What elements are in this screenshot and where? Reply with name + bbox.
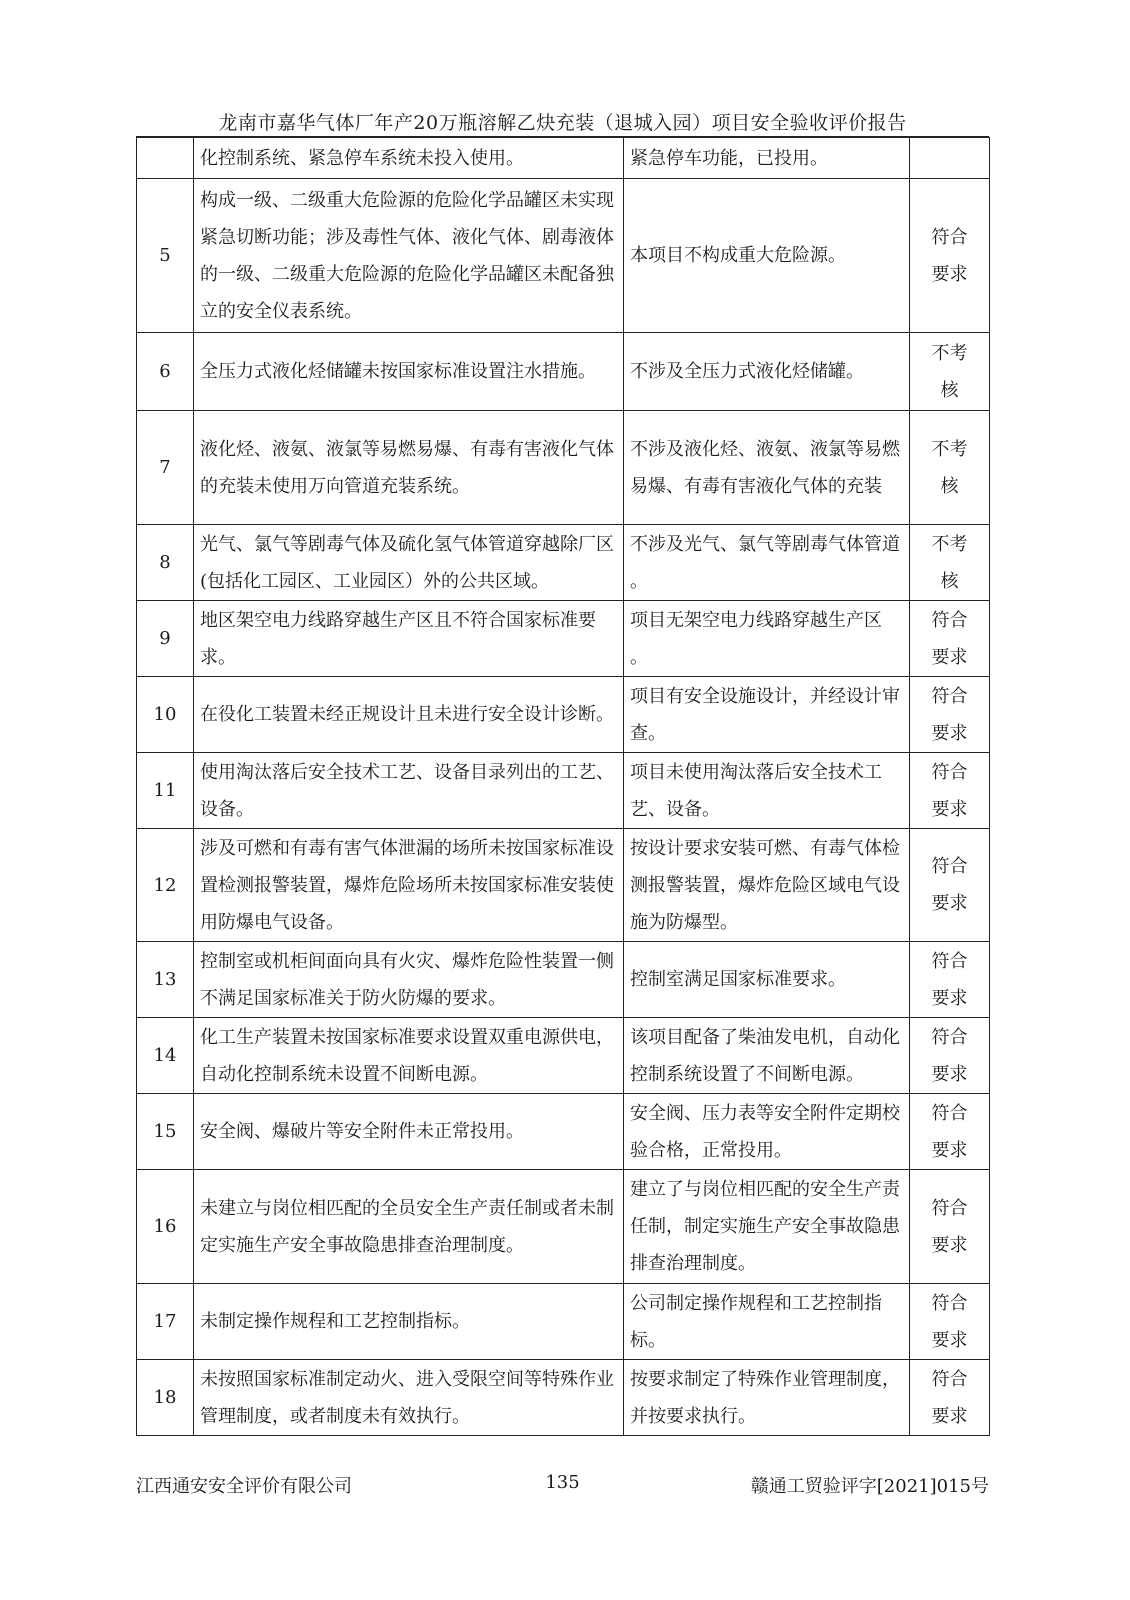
table-row xyxy=(137,179,990,333)
page-footer xyxy=(136,1472,989,1502)
requirement-cell: 光气、氯气等剧毒气体及硫化氢气体管道穿越除厂区(包括化工园区、工业园区）外的公共区域。 xyxy=(194,525,624,601)
item-number: 8 xyxy=(137,525,194,601)
table-row xyxy=(137,333,990,411)
item-number: 12 xyxy=(137,829,194,942)
item-number: 17 xyxy=(137,1284,194,1360)
requirement-cell: 未制定操作规程和工艺控制指标。 xyxy=(194,1284,624,1360)
table-row xyxy=(137,829,990,942)
table-row xyxy=(137,1018,990,1094)
result-cell: 符合 要求 xyxy=(910,829,990,942)
result-cell: 符合 要求 xyxy=(910,677,990,753)
situation-cell: 公司制定操作规程和工艺控制指标。 xyxy=(624,1284,910,1360)
result-cell: 符合 要求 xyxy=(910,1284,990,1360)
requirement-cell: 涉及可燃和有毒有害气体泄漏的场所未按国家标准设置检测报警装置，爆炸危险场所未按国家标准安装使用防爆电气设备。 xyxy=(194,829,624,942)
evaluation-table xyxy=(136,137,990,1436)
footer-company: 江西通安安全评价有限公司 xyxy=(136,1476,352,1497)
item-number: 10 xyxy=(137,677,194,753)
result-cell: 符合 要求 xyxy=(910,1170,990,1284)
result-cell: 符合 要求 xyxy=(910,1094,990,1170)
situation-cell: 不涉及液化烃、液氨、液氯等易燃易爆、有毒有害液化气体的充装 xyxy=(624,411,910,525)
requirement-cell: 构成一级、二级重大危险源的危险化学品罐区未实现紧急切断功能；涉及毒性气体、液化气体、剧毒液体的一级、二级重大危险源的危险化学品罐区未配备独立的安全仪表系统。 xyxy=(194,179,624,333)
requirement-cell: 液化烃、液氨、液氯等易燃易爆、有毒有害液化气体的充装未使用万向管道充装系统。 xyxy=(194,411,624,525)
item-number: 13 xyxy=(137,942,194,1018)
result-cell: 符合 要求 xyxy=(910,753,990,829)
requirement-cell: 化控制系统、紧急停车系统未投入使用。 xyxy=(194,138,624,179)
situation-cell: 按要求制定了特殊作业管理制度，并按要求执行。 xyxy=(624,1360,910,1436)
requirement-cell: 未建立与岗位相匹配的全员安全生产责任制或者未制定实施生产安全事故隐患排查治理制度。 xyxy=(194,1170,624,1284)
table-row xyxy=(137,138,990,179)
situation-cell: 不涉及全压力式液化烃储罐。 xyxy=(624,333,910,411)
situation-cell: 项目无架空电力线路穿越生产区 。 xyxy=(624,601,910,677)
table-row xyxy=(137,753,990,829)
requirement-cell: 地区架空电力线路穿越生产区且不符合国家标准要求。 xyxy=(194,601,624,677)
table-row xyxy=(137,1170,990,1284)
footer-document-number: 赣通工贸验评字[2021]015号 xyxy=(750,1476,989,1497)
requirement-cell: 化工生产装置未按国家标准要求设置双重电源供电，自动化控制系统未设置不间断电源。 xyxy=(194,1018,624,1094)
result-cell: 符合 要求 xyxy=(910,942,990,1018)
item-number: 7 xyxy=(137,411,194,525)
item-number xyxy=(137,138,194,179)
requirement-cell: 使用淘汰落后安全技术工艺、设备目录列出的工艺、设备。 xyxy=(194,753,624,829)
item-number: 15 xyxy=(137,1094,194,1170)
table-row xyxy=(137,942,990,1018)
requirement-cell: 在役化工装置未经正规设计且未进行安全设计诊断。 xyxy=(194,677,624,753)
table-row xyxy=(137,677,990,753)
situation-cell: 不涉及光气、氯气等剧毒气体管道 。 xyxy=(624,525,910,601)
page-number: 135 xyxy=(545,1472,580,1493)
table-row xyxy=(137,601,990,677)
situation-cell: 控制室满足国家标准要求。 xyxy=(624,942,910,1018)
situation-cell: 项目有安全设施设计，并经设计审查。 xyxy=(624,677,910,753)
situation-cell: 该项目配备了柴油发电机，自动化控制系统设置了不间断电源。 xyxy=(624,1018,910,1094)
requirement-cell: 控制室或机柜间面向具有火灾、爆炸危险性装置一侧不满足国家标准关于防火防爆的要求。 xyxy=(194,942,624,1018)
situation-cell: 按设计要求安装可燃、有毒气体检测报警装置，爆炸危险区域电气设施为防爆型。 xyxy=(624,829,910,942)
page-header: 龙南市嘉华气体厂年产20万瓶溶解乙炔充装（退城入园）项目安全验收评价报告 xyxy=(218,112,907,134)
situation-cell: 紧急停车功能，已投用。 xyxy=(624,138,910,179)
table-row xyxy=(137,525,990,601)
result-cell xyxy=(910,138,990,179)
requirement-cell: 全压力式液化烃储罐未按国家标准设置注水措施。 xyxy=(194,333,624,411)
item-number: 18 xyxy=(137,1360,194,1436)
result-cell: 不考 核 xyxy=(910,411,990,525)
result-cell: 符合 要求 xyxy=(910,601,990,677)
result-cell: 不考 核 xyxy=(910,525,990,601)
table-row xyxy=(137,411,990,525)
table-row xyxy=(137,1360,990,1436)
table-body xyxy=(137,138,990,1436)
requirement-cell: 未按照国家标准制定动火、进入受限空间等特殊作业管理制度，或者制度未有效执行。 xyxy=(194,1360,624,1436)
item-number: 6 xyxy=(137,333,194,411)
item-number: 11 xyxy=(137,753,194,829)
situation-cell: 安全阀、压力表等安全附件定期校验合格，正常投用。 xyxy=(624,1094,910,1170)
requirement-cell: 安全阀、爆破片等安全附件未正常投用。 xyxy=(194,1094,624,1170)
result-cell: 符合 要求 xyxy=(910,1360,990,1436)
item-number: 5 xyxy=(137,179,194,333)
item-number: 14 xyxy=(137,1018,194,1094)
result-cell: 符合 要求 xyxy=(910,179,990,333)
item-number: 16 xyxy=(137,1170,194,1284)
result-cell: 符合 要求 xyxy=(910,1018,990,1094)
situation-cell: 本项目不构成重大危险源。 xyxy=(624,179,910,333)
situation-cell: 建立了与岗位相匹配的安全生产责任制，制定实施生产安全事故隐患排查治理制度。 xyxy=(624,1170,910,1284)
table-row xyxy=(137,1284,990,1360)
item-number: 9 xyxy=(137,601,194,677)
situation-cell: 项目未使用淘汰落后安全技术工艺、设备。 xyxy=(624,753,910,829)
table-row xyxy=(137,1094,990,1170)
result-cell: 不考 核 xyxy=(910,333,990,411)
